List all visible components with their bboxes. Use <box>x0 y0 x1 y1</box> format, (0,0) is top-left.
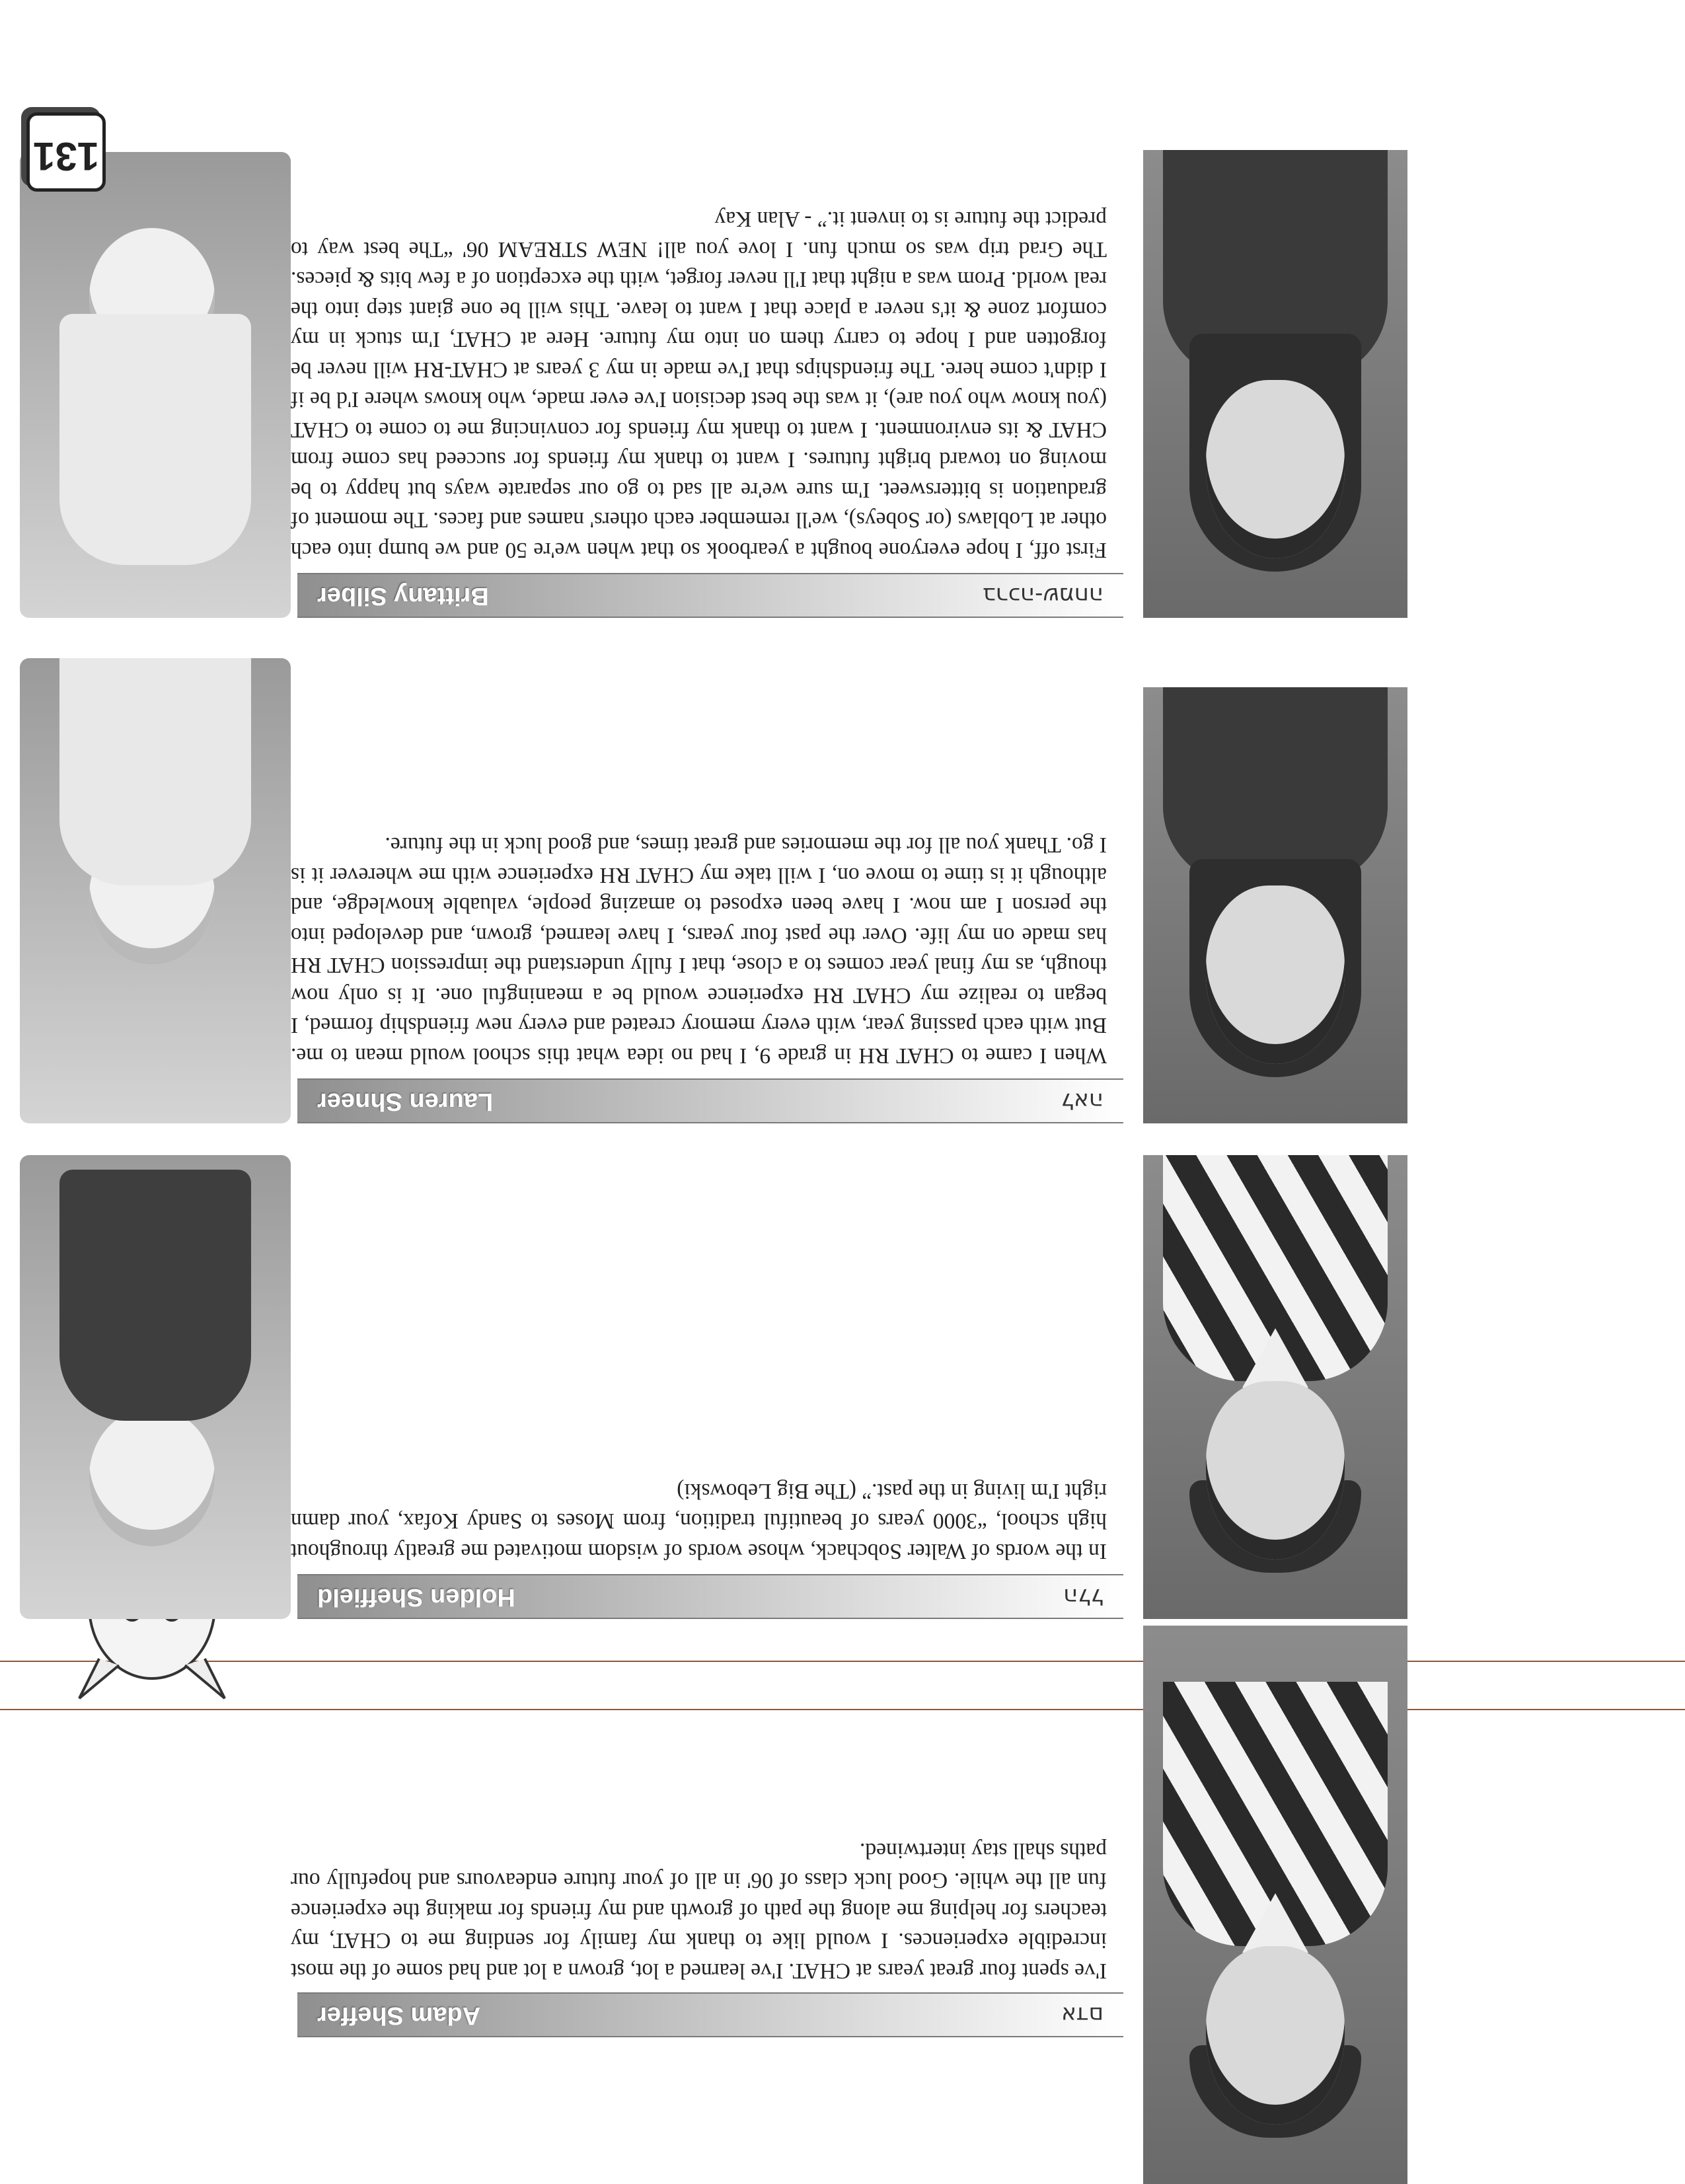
student-name: Brittany Silber <box>317 582 489 610</box>
name-bar <box>297 1574 1123 1619</box>
student-name: Lauren Shneer <box>317 1088 494 1115</box>
childhood-photo <box>20 1155 291 1619</box>
graduation-photo <box>1143 1626 1407 2184</box>
student-name: Holden Sheffield <box>317 1583 515 1611</box>
childhood-photo <box>20 658 291 1123</box>
graduation-photo <box>1143 1155 1407 1619</box>
page-number: 131 <box>26 112 106 192</box>
name-bar <box>297 1992 1123 2037</box>
hebrew-name: לאה <box>1061 1088 1104 1114</box>
hebrew-name: ברכה-שמחה <box>983 582 1104 609</box>
student-message: I've spent four great years at CHAT. I've learned a lot, grown a lot and had some of the most incredible experiences. I would like to thank my family for sending me to CHAT, my teachers for helping me along the path of growth and my friends for making the experience fun all the while. Good luck class of 06' in all of your future endeavours and hopefully our paths shall stay intertwined. <box>291 1838 1107 1983</box>
student-message: First off, I hope everyone bought a yearbook so that when we're 50 and we bump into each other at Loblaws (or Sobeys), we'll remember each others' names and faces. The moment of graduation is bittersweet. I'm sure we're all sad to go our separate ways but happy to be moving on toward bright futures. I want to thank my friends for succeed has come from CHAT & its environment. I want to thank my friends for convincing me to come to CHAT (you know who you are), it was the best decision I've ever made, who knows where I'd be if I didn't come here. The friendships that I've made in my 3 years at CHAT-RH will never be forgotten and I hope to carry them on into my future. Here at CHAT, I'm stuck in my comfort zone & it's never a place that I want to leave. This will be one giant step into the real world. Prom was a night that I'll never forget, with the exception of a few bits & pieces. The Grad trip was so much fun. I love you all! NEW STREAM 06' “The best way to predict the future is to invent it.” - Alan Kay <box>291 207 1107 562</box>
name-bar <box>297 573 1123 618</box>
childhood-photo <box>20 152 291 618</box>
hebrew-name: הלל <box>1063 1583 1104 1610</box>
divider-line <box>0 1709 1685 1710</box>
graduation-photo <box>1143 687 1407 1123</box>
name-bar <box>297 1078 1123 1123</box>
hebrew-name: אדם <box>1061 2002 1104 2028</box>
student-message: When I came to CHAT RH in grade 9, I had no idea what this school would mean to me. But with each passing year, with every memory created and every new friendship formed, I began to realize my CHAT RH experience would be a meaningful one. It is only now though, as my final year comes to a close, that I fully understand the impression CHAT RH has made on my life. Over the past four years, I have learned, grown, and developed into the person I am now. I have been exposed to amazing people, valuable knowledge, and although it is time to move on, I will take my CHAT RH experience with me wherever it is I go. Thank you all for the memories and great times, and good luck in the future. <box>291 833 1107 1068</box>
student-name: Adam Sheffer <box>317 2002 481 2029</box>
graduation-photo <box>1143 150 1407 618</box>
student-message: In the words of Walter Sobchack, whose words of wisdom motivated me greatly throughout high school, “3000 years of beautiful tradition, from Moses to Sandy Kofax, your damn right I'm living in the past.” (The Big Lebowski) <box>291 1479 1107 1563</box>
